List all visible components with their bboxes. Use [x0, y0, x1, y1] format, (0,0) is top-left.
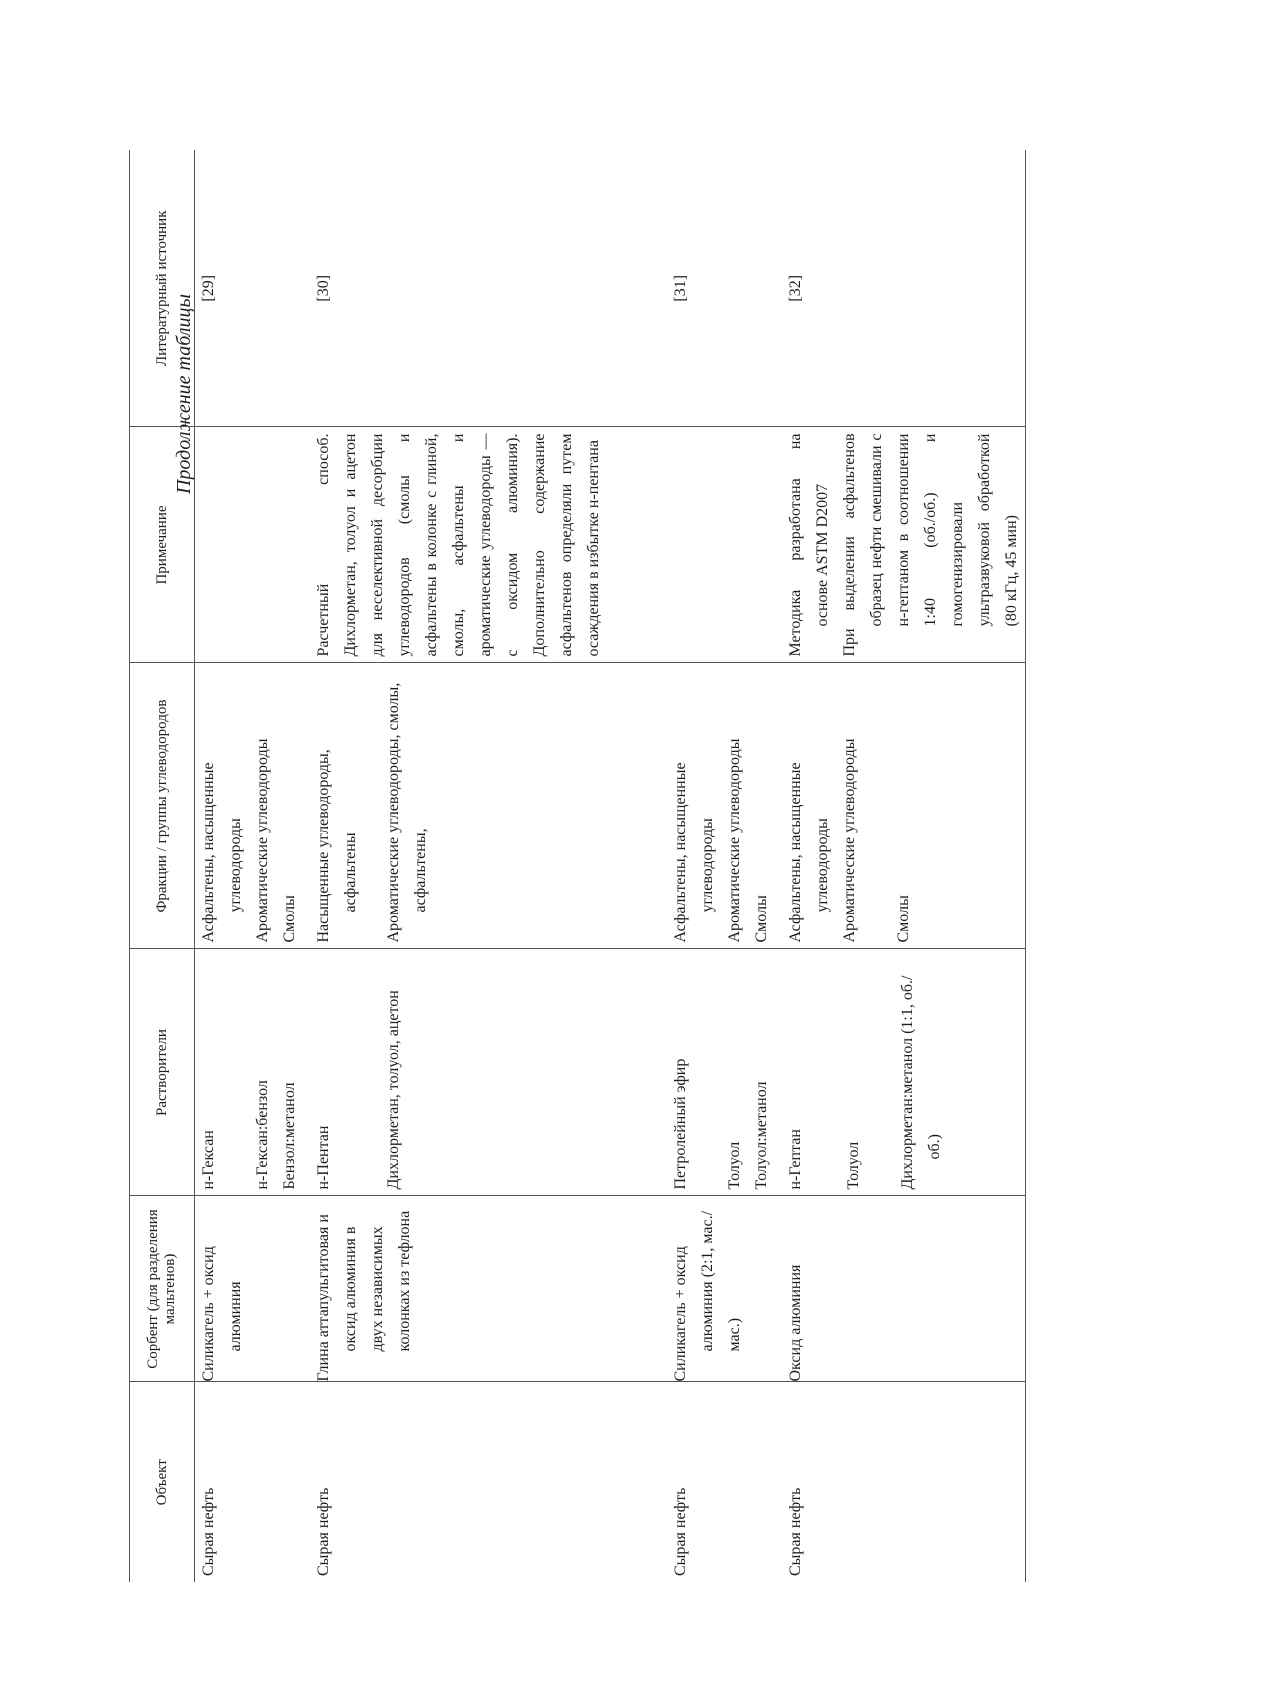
cell-sorbent: Силикагель + оксид алюминия [195, 1196, 310, 1382]
table-row [667, 150, 782, 1582]
fraction-item: Асфальтены, насыщенные углеводороды [200, 762, 244, 943]
fraction-item: Смолы [894, 895, 912, 943]
header-object: Объект [130, 1382, 195, 1582]
fraction-item: Смолы [752, 895, 770, 943]
solvent-item: Толуол [844, 1141, 862, 1190]
header-note: Примечание [130, 427, 195, 663]
cell-source: [32] [782, 150, 1026, 427]
solvent-item: Бензол:метанол [281, 1082, 298, 1190]
cell-note: Расчетный способ. Дихлорметан, толуол и ацетон для неселективной десорбции углеводородов (смолы и асфальтены в колонке с глиной, смолы, асфальтены и ароматические углеводороды — с оксидом алюминия). Дополнительно содержание асфальтенов определяли путем осаждения в избытке н-пентана [310, 427, 667, 663]
header-solvents: Растворители [130, 949, 195, 1196]
fraction-item: Ароматические углеводороды [254, 738, 271, 943]
solvent-item: Дихлорметан, толуол, ацетон [384, 990, 402, 1190]
table-row [310, 150, 667, 1582]
cell-fractions [667, 663, 782, 949]
table-row [782, 150, 1026, 1582]
cell-note [667, 427, 782, 663]
cell-solvents [782, 949, 1026, 1196]
cell-fractions [195, 663, 310, 949]
note-line: Методика разработана на основе ASTM D2007 [786, 433, 831, 657]
table-wrapper [129, 150, 1058, 1582]
fraction-item: Ароматические углеводороды, смолы, асфальтены, [384, 682, 429, 943]
cell-fractions [782, 663, 1026, 949]
solvent-item: н-Гексан [200, 1130, 217, 1190]
fraction-item: Асфальтены, насыщенные углеводороды [671, 762, 716, 943]
cell-source: [29] [195, 150, 310, 427]
cell-object: Сырая нефть [671, 1487, 689, 1576]
solvent-item: Петролейный эфир [671, 1058, 689, 1190]
table-header-row [130, 150, 195, 1582]
cell-note [195, 427, 310, 663]
table-row [195, 150, 310, 1582]
header-sorbent: Сорбент (для разделения мальтенов) [130, 1196, 195, 1382]
cell-object: Сырая нефть [314, 1487, 332, 1576]
cell-solvents [310, 949, 667, 1196]
fraction-item: Насыщенные углеводороды, асфальтены [314, 749, 359, 943]
fraction-item: Смолы [281, 895, 298, 943]
cell-sorbent: Глина аттапульгитовая и оксид алюминия в двух независимых колонках из тефлона [310, 1196, 667, 1382]
solvent-item: Толуол:метанол [752, 1081, 770, 1190]
cell-fractions [310, 663, 667, 949]
fraction-item: Асфальтены, насыщенные углеводороды [786, 762, 831, 943]
cell-sorbent: Оксид алюминия [782, 1196, 1026, 1382]
solvent-item: н-Гексан:бензол [254, 1080, 271, 1190]
solvent-item: Дихлорметан:метанол (1:1, об./об.) [898, 975, 943, 1190]
fraction-item: Ароматические углеводороды [725, 738, 743, 943]
page-title-text: Продолжение таблицы [173, 293, 196, 495]
cell-note [782, 427, 1026, 663]
cell-object: Сырая нефть [786, 1487, 804, 1576]
cell-solvents [667, 949, 782, 1196]
cell-source: [31] [667, 150, 782, 427]
header-fractions: Фракции / группы углеводородов [130, 663, 195, 949]
solvent-item: н-Гептан [786, 1129, 804, 1190]
cell-source: [30] [310, 150, 667, 427]
header-source: Литературный источник [130, 150, 195, 427]
fraction-item: Ароматические углеводороды [840, 738, 858, 943]
solvent-item: Толуол [725, 1141, 743, 1190]
cell-object: Сырая нефть [200, 1487, 217, 1576]
solvent-item: н-Пентан [314, 1125, 332, 1190]
note-line: При выделении асфальтенов образец нефти смешивали с н-гептаном в соотношении 1:40 (об./об.) и гомогенизировали ультразвуковой обработкой (80 кГц, 45 мин) [840, 433, 1020, 657]
cell-solvents [195, 949, 310, 1196]
data-table [129, 150, 1026, 1582]
cell-sorbent: Силикагель + оксид алюминия (2:1, мас./мас.) [667, 1196, 782, 1382]
